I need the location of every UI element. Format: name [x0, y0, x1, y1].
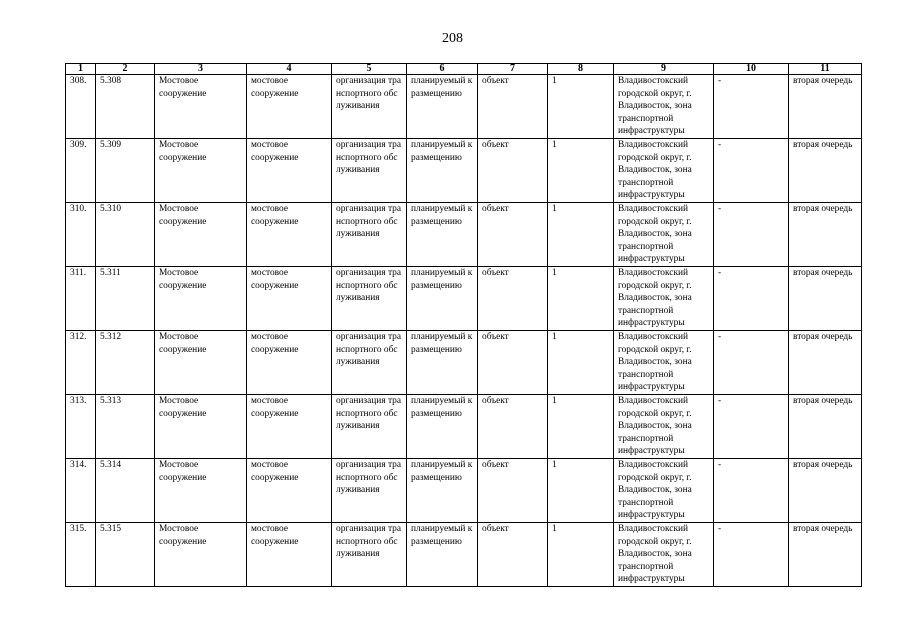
object-stage: вторая очередь	[789, 523, 862, 587]
object-kind: мостовое сооружение	[247, 139, 332, 203]
row-number: 310.	[66, 203, 96, 267]
table-row	[66, 331, 862, 395]
object-code: 5.308	[96, 75, 155, 139]
object-stage: вторая очередь	[789, 267, 862, 331]
table-row	[66, 523, 862, 587]
table-row	[66, 395, 862, 459]
object-zone: -	[714, 331, 789, 395]
object-type: Мостовое сооружение	[155, 203, 247, 267]
row-number: 312.	[66, 331, 96, 395]
object-location: Владивостокский городской округ, г. Владивосток, зона транспортной инфраструктуры	[614, 459, 714, 523]
object-location: Владивостокский городской округ, г. Владивосток, зона транспортной инфраструктуры	[614, 75, 714, 139]
row-number: 313.	[66, 395, 96, 459]
object-purpose: организация транспортного обслуживания	[332, 267, 407, 331]
object-location: Владивостокский городской округ, г. Владивосток, зона транспортной инфраструктуры	[614, 523, 714, 587]
object-category: объект	[478, 75, 548, 139]
objects-table	[65, 63, 862, 587]
object-purpose: организация транспортного обслуживания	[332, 331, 407, 395]
object-category: объект	[478, 267, 548, 331]
column-header: 9	[614, 64, 714, 75]
column-header: 1	[66, 64, 96, 75]
column-header: 4	[247, 64, 332, 75]
object-type: Мостовое сооружение	[155, 139, 247, 203]
object-location: Владивостокский городской округ, г. Владивосток, зона транспортной инфраструктуры	[614, 395, 714, 459]
object-code: 5.309	[96, 139, 155, 203]
column-header: 7	[478, 64, 548, 75]
row-number: 314.	[66, 459, 96, 523]
object-zone: -	[714, 459, 789, 523]
object-code: 5.315	[96, 523, 155, 587]
object-status: планируемый к размещению	[407, 395, 478, 459]
object-kind: мостовое сооружение	[247, 267, 332, 331]
object-stage: вторая очередь	[789, 75, 862, 139]
row-number: 315.	[66, 523, 96, 587]
object-category: объект	[478, 395, 548, 459]
object-location: Владивостокский городской округ, г. Владивосток, зона транспортной инфраструктуры	[614, 267, 714, 331]
column-header: 5	[332, 64, 407, 75]
object-category: объект	[478, 203, 548, 267]
object-location: Владивостокский городской округ, г. Владивосток, зона транспортной инфраструктуры	[614, 203, 714, 267]
object-zone: -	[714, 75, 789, 139]
object-count: 1	[548, 75, 614, 139]
object-stage: вторая очередь	[789, 203, 862, 267]
table-header-row	[66, 64, 862, 75]
object-count: 1	[548, 331, 614, 395]
object-type: Мостовое сооружение	[155, 75, 247, 139]
object-stage: вторая очередь	[789, 395, 862, 459]
object-kind: мостовое сооружение	[247, 75, 332, 139]
column-header: 2	[96, 64, 155, 75]
object-count: 1	[548, 395, 614, 459]
object-stage: вторая очередь	[789, 331, 862, 395]
object-status: планируемый к размещению	[407, 331, 478, 395]
column-header: 8	[548, 64, 614, 75]
object-zone: -	[714, 139, 789, 203]
row-number: 308.	[66, 75, 96, 139]
object-purpose: организация транспортного обслуживания	[332, 395, 407, 459]
object-status: планируемый к размещению	[407, 75, 478, 139]
column-header: 6	[407, 64, 478, 75]
object-status: планируемый к размещению	[407, 523, 478, 587]
table-row	[66, 203, 862, 267]
object-zone: -	[714, 523, 789, 587]
object-status: планируемый к размещению	[407, 139, 478, 203]
table-row	[66, 75, 862, 139]
object-type: Мостовое сооружение	[155, 267, 247, 331]
object-kind: мостовое сооружение	[247, 459, 332, 523]
object-purpose: организация транспортного обслуживания	[332, 523, 407, 587]
object-kind: мостовое сооружение	[247, 395, 332, 459]
object-stage: вторая очередь	[789, 459, 862, 523]
table-row	[66, 459, 862, 523]
row-number: 309.	[66, 139, 96, 203]
object-status: планируемый к размещению	[407, 203, 478, 267]
row-number: 311.	[66, 267, 96, 331]
object-count: 1	[548, 139, 614, 203]
object-type: Мостовое сооружение	[155, 395, 247, 459]
object-purpose: организация транспортного обслуживания	[332, 459, 407, 523]
column-header: 10	[714, 64, 789, 75]
object-count: 1	[548, 203, 614, 267]
object-code: 5.313	[96, 395, 155, 459]
object-type: Мостовое сооружение	[155, 331, 247, 395]
object-zone: -	[714, 267, 789, 331]
object-purpose: организация транспортного обслуживания	[332, 139, 407, 203]
object-category: объект	[478, 331, 548, 395]
object-kind: мостовое сооружение	[247, 523, 332, 587]
object-purpose: организация транспортного обслуживания	[332, 203, 407, 267]
object-type: Мостовое сооружение	[155, 459, 247, 523]
object-count: 1	[548, 267, 614, 331]
object-code: 5.310	[96, 203, 155, 267]
object-status: планируемый к размещению	[407, 459, 478, 523]
object-status: планируемый к размещению	[407, 267, 478, 331]
table-row	[66, 139, 862, 203]
column-header: 11	[789, 64, 862, 75]
object-type: Мостовое сооружение	[155, 523, 247, 587]
object-location: Владивостокский городской округ, г. Владивосток, зона транспортной инфраструктуры	[614, 139, 714, 203]
object-stage: вторая очередь	[789, 139, 862, 203]
page-number: 208	[442, 31, 463, 46]
object-count: 1	[548, 523, 614, 587]
object-kind: мостовое сооружение	[247, 203, 332, 267]
object-zone: -	[714, 395, 789, 459]
object-location: Владивостокский городской округ, г. Владивосток, зона транспортной инфраструктуры	[614, 331, 714, 395]
object-code: 5.312	[96, 331, 155, 395]
table-row	[66, 267, 862, 331]
column-header: 3	[155, 64, 247, 75]
object-kind: мостовое сооружение	[247, 331, 332, 395]
object-category: объект	[478, 139, 548, 203]
object-zone: -	[714, 203, 789, 267]
object-category: объект	[478, 523, 548, 587]
object-purpose: организация транспортного обслуживания	[332, 75, 407, 139]
object-code: 5.314	[96, 459, 155, 523]
object-count: 1	[548, 459, 614, 523]
object-code: 5.311	[96, 267, 155, 331]
object-category: объект	[478, 459, 548, 523]
